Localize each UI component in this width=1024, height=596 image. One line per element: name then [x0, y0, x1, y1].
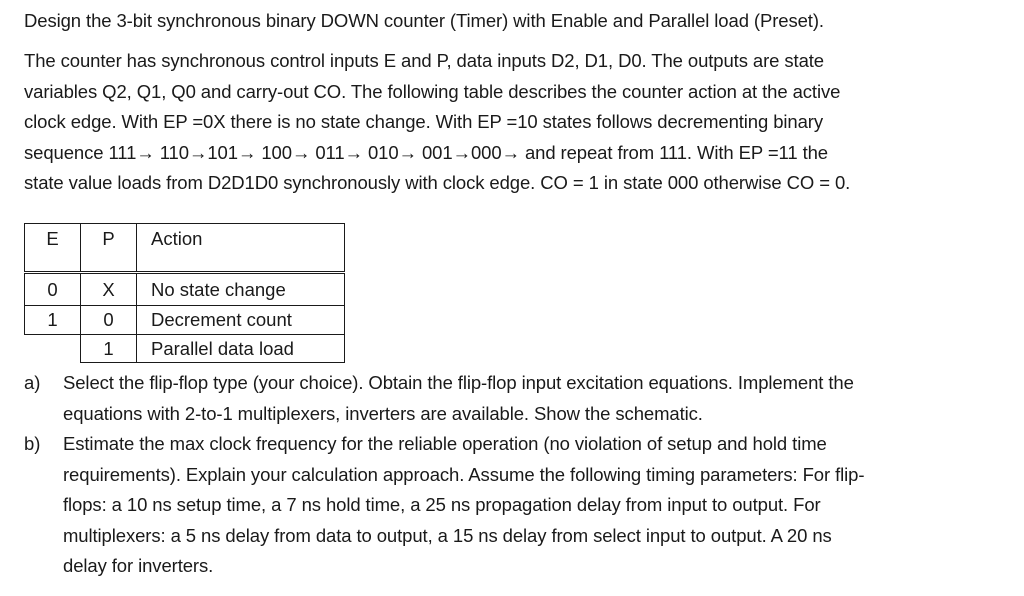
table-row — [25, 335, 345, 363]
description-line: clock edge. With EP =0X there is no state change. With EP =10 states follows decrementing binary — [24, 111, 824, 132]
cell-p: X — [81, 273, 137, 306]
cell-e: 1 — [25, 306, 81, 335]
description-line: state value loads from D2D1D0 synchronously with clock edge. CO = 1 in state 000 otherwise CO = 0. — [24, 172, 851, 193]
question-line: flops: a 10 ns setup time, a 7 ns hold time, a 25 ns propagation delay from input to output. For — [63, 494, 821, 515]
question-line: Estimate the max clock frequency for the reliable operation (no violation of setup and hold time — [63, 433, 827, 454]
question-line: Select the flip-flop type (your choice). Obtain the flip-flop input excitation equations. Implement the — [63, 372, 854, 393]
cell-p: 1 — [81, 335, 137, 363]
problem-statement — [24, 6, 1014, 199]
header-p: P — [81, 224, 137, 273]
table-row — [25, 273, 345, 306]
question-line: delay for inverters. — [63, 555, 214, 576]
problem-description — [24, 46, 1014, 199]
table-row — [25, 306, 345, 335]
cell-action: Decrement count — [137, 306, 345, 335]
question-label: b) — [24, 433, 41, 454]
description-line: The counter has synchronous control inputs E and P, data inputs D2, D1, D0. The outputs are state — [24, 50, 824, 71]
question-b — [24, 429, 1014, 582]
problem-heading: Design the 3-bit synchronous binary DOWN counter (Timer) with Enable and Parallel load (Preset). — [24, 10, 824, 31]
description-line: sequence 111→ 110→101→ 100→ 011→ 010→ 001→000→ and repeat from 111. With EP =11 the — [24, 141, 828, 163]
question-line: equations with 2-to-1 multiplexers, inverters are available. Show the schematic. — [63, 402, 703, 424]
header-action: Action — [137, 224, 345, 273]
table-header-row — [25, 224, 345, 273]
cell-e — [25, 335, 81, 363]
question-a — [24, 368, 1014, 429]
question-line: requirements). Explain your calculation approach. Assume the following timing parameters: For flip- — [63, 463, 865, 485]
question-line: multiplexers: a 5 ns delay from data to output, a 15 ns delay from select input to output. A 20 ns — [63, 524, 832, 546]
action-table — [24, 223, 345, 363]
cell-action: No state change — [137, 273, 345, 306]
cell-e: 0 — [25, 273, 81, 306]
description-line: variables Q2, Q1, Q0 and carry-out CO. The following table describes the counter action at the active — [24, 80, 841, 102]
cell-p: 0 — [81, 306, 137, 335]
question-list — [24, 368, 1014, 582]
header-e: E — [25, 224, 81, 273]
cell-action: Parallel data load — [137, 335, 345, 363]
question-label: a) — [24, 372, 41, 393]
